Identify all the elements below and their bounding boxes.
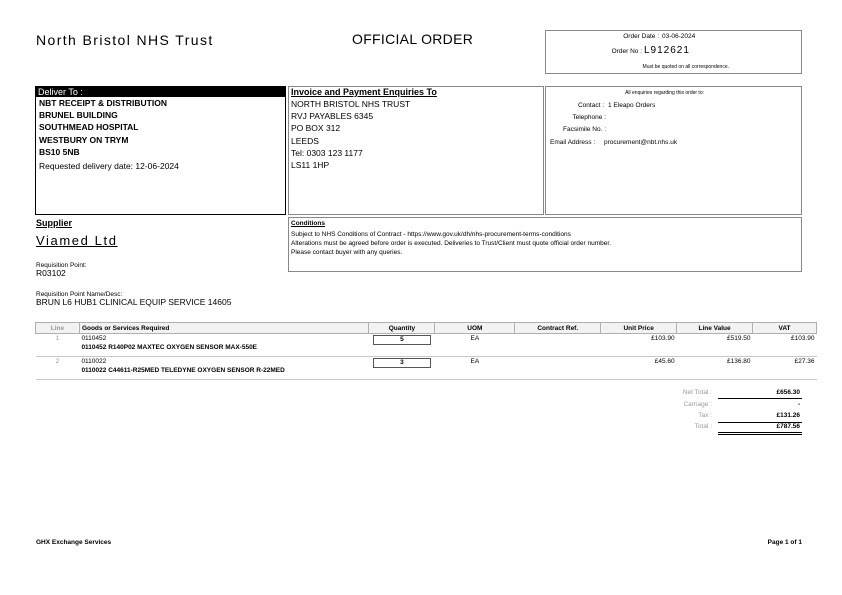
item-description: 0110022 C44611-R25MED TELEDYNE OXYGEN SENSOR R-22MED — [81, 367, 285, 374]
requisition-point-value: R03102 — [36, 268, 66, 278]
invoice-line: LS11 1HP — [291, 160, 330, 171]
conditions-box — [288, 217, 802, 272]
col-header-contract-ref: Contract Ref. — [515, 323, 601, 334]
supplier-heading: Supplier — [36, 218, 73, 228]
email-value: procurement@nbt.nhs.uk — [604, 139, 678, 146]
line-number: 1 — [36, 334, 80, 357]
contract-ref-value — [515, 357, 601, 380]
total-rule-bottom — [718, 432, 802, 433]
total-rule-double — [718, 434, 802, 435]
conditions-heading: Conditions — [291, 220, 325, 227]
deliver-line: NBT RECEIPT & DISTRIBUTION — [39, 98, 167, 108]
invoice-line: LEEDS — [291, 135, 319, 146]
requisition-point-label: Requisition Point: — [36, 262, 87, 269]
order-no-value: L912621 — [644, 45, 690, 56]
supplier-name: Viamed Ltd — [36, 233, 118, 248]
enquiries-box — [545, 86, 802, 215]
unit-price-value: £103.90 — [601, 334, 677, 357]
footer-left: GHX Exchange Services — [36, 539, 112, 546]
carriage-label: Carriage : — [683, 401, 712, 408]
line-value-value: £136.80 — [677, 357, 753, 380]
quantity-value: 3 — [373, 358, 431, 368]
invoice-line: NORTH BRISTOL NHS TRUST — [291, 99, 411, 109]
tax-value: £131.26 — [776, 412, 800, 419]
order-items-table — [35, 322, 817, 380]
order-date-label: Order Date : — [623, 33, 659, 40]
net-total-rule — [718, 398, 802, 399]
invoice-box — [288, 86, 544, 215]
item-description: 0110452 R140P02 MAXTEC OXYGEN SENSOR MAX-550E — [81, 344, 258, 351]
order-note: Must be quoted on all correspondence. — [642, 64, 729, 70]
deliver-to-heading: Deliver To : — [36, 87, 285, 97]
col-header-unit-price: Unit Price — [601, 323, 677, 334]
invoice-heading: Invoice and Payment Enquiries To — [291, 87, 437, 97]
deliver-line: SOUTHMEAD HOSPITAL — [39, 122, 139, 133]
col-header-quantity: Quantity — [369, 323, 435, 334]
total-label: Total : — [694, 423, 712, 430]
goods-cell — [79, 334, 369, 357]
item-code: 0110452 — [81, 335, 107, 342]
order-date-value: 03-06-2024 — [662, 33, 696, 40]
contract-ref-value — [515, 334, 601, 357]
table-row — [36, 357, 817, 380]
order-info-box — [545, 30, 802, 74]
deliver-line: WESTBURY ON TRYM — [39, 134, 129, 145]
requisition-point-name-label: Requisition Point Name/Desc: — [36, 291, 123, 298]
enquiries-note: All enquiries regarding this order to: — [625, 90, 704, 96]
line-number: 2 — [36, 357, 80, 380]
deliver-to-box — [35, 86, 286, 215]
item-code: 0110022 — [81, 358, 107, 365]
quantity-value: 5 — [373, 335, 431, 345]
conditions-line: Alterations must be agreed before order is executed. Deliveries to Trust/Client must quote official order number. — [291, 240, 611, 247]
uom-value: EA — [435, 357, 515, 380]
vat-value: £27.36 — [753, 357, 817, 380]
deliver-line: BS10 5NB — [39, 146, 80, 157]
document-title: OFFICIAL ORDER — [352, 31, 474, 47]
tax-label: Tax : — [698, 412, 712, 419]
deliver-line: BRUNEL BUILDING — [39, 110, 118, 121]
fax-label: Facsimile No. : — [563, 126, 606, 133]
vat-value: £103.90 — [753, 334, 817, 357]
order-no-label: Order No : — [611, 48, 642, 55]
col-header-uom: UOM — [435, 323, 515, 334]
invoice-line: RVJ PAYABLES 6345 — [291, 111, 374, 122]
net-total-value: £656.30 — [776, 389, 800, 396]
contact-label: Contact : — [577, 102, 604, 109]
page-number: Page 1 of 1 — [767, 539, 802, 546]
col-header-line: Line — [36, 323, 80, 334]
invoice-address — [291, 98, 410, 171]
uom-value: EA — [435, 334, 515, 357]
goods-cell — [79, 357, 369, 380]
table-row — [36, 334, 817, 357]
net-total-label: Net Total : — [682, 389, 712, 396]
deliver-address — [39, 97, 167, 158]
trust-name: North Bristol NHS Trust — [36, 32, 214, 48]
total-value: £787.56 — [776, 423, 800, 430]
col-header-vat: VAT — [753, 323, 817, 334]
invoice-line: PO BOX 312 — [291, 123, 341, 134]
unit-price-value: £45.60 — [601, 357, 677, 380]
conditions-text — [291, 230, 611, 257]
line-value-value: £519.50 — [677, 334, 753, 357]
requested-delivery-date: Requested delivery date: 12-06-2024 — [39, 161, 179, 171]
conditions-line: Subject to NHS Conditions of Contract - https://www.gov.uk/dh/nhs-procurement-terms-conditions — [291, 231, 571, 238]
table-header-row — [36, 323, 817, 334]
col-header-line-value: Line Value — [677, 323, 753, 334]
requisition-point-name-value: BRUN L6 HUB1 CLINICAL EQUIP SERVICE 14605 — [36, 297, 232, 307]
invoice-line: Tel: 0303 123 1177 — [291, 147, 363, 158]
conditions-line: Please contact buyer with any queries. — [291, 249, 403, 256]
email-label: Email Address : — [550, 139, 596, 146]
col-header-goods: Goods or Services Required — [79, 323, 369, 334]
contact-value: 1 Eleapo Orders — [608, 102, 656, 109]
telephone-label: Telephone : — [572, 114, 606, 121]
carriage-value: - — [797, 401, 800, 408]
